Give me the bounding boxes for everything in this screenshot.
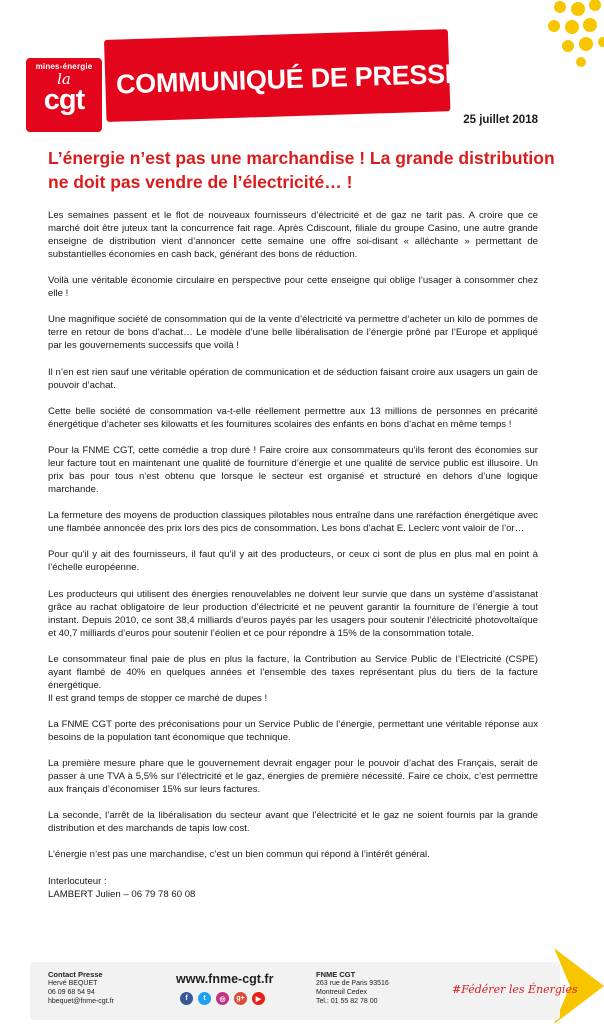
paragraph: Cette belle société de consommation va-t-elle réellement permettre aux 13 millions de personnes en précarité énergétique d’acheter ses kilowatts et les fournitures scolaires des enfants en bons d’achat en même temps ! bbox=[48, 405, 538, 430]
press-contact bbox=[48, 970, 114, 1006]
body-text bbox=[48, 209, 538, 914]
press-contact-phone: 06 09 68 54 94 bbox=[48, 989, 95, 996]
hashtag-slogan: #Fédérer les Énergies bbox=[452, 983, 578, 996]
website-link[interactable]: www.fnme-cgt.fr bbox=[176, 972, 274, 986]
logo-la: la bbox=[57, 70, 71, 88]
logo-subtitle: mines-énergie bbox=[35, 62, 93, 71]
google-plus-icon[interactable]: g+ bbox=[234, 992, 247, 1005]
paragraph: L’énergie n’est pas une marchandise, c’est un bien commun qui répond à l’intérêt général. bbox=[48, 849, 430, 861]
youtube-icon[interactable]: ▶ bbox=[252, 992, 265, 1005]
paragraph: Voilà une véritable économie circulaire en perspective pour cette enseigne qui oblige l’usager à consommer chez elle ! bbox=[48, 275, 538, 300]
paragraph: Pour qu’il y ait des fournisseurs, il faut qu’il y ait des producteurs, or ceux ci sont de plus en plus mal en point à l’échelle européenne. bbox=[48, 549, 538, 574]
social-icons bbox=[180, 992, 265, 1005]
footer bbox=[0, 948, 604, 1024]
paragraph: Il n’en est rien sauf une véritable opération de communication et de séduction faisant croire aux usagers un gain de pouvoir d’achat. bbox=[48, 366, 538, 391]
org-address-line2: Montreuil Cedex bbox=[316, 989, 367, 996]
paragraph: Le consommateur final paie de plus en plus la facture, la Contribution au Service Public de l’Electricité (CSPE) ayant flambé de 40% en quelques années et l’ensemble des taxes représentant plus du tiers de la facture énergétique. Il est grand temps de stopper ce marché de dupes ! bbox=[48, 653, 538, 704]
contact-line: Interlocuteur : LAMBERT Julien – 06 79 78 60 08 bbox=[48, 875, 196, 900]
paragraph: La FNME CGT porte des préconisations pour un Service Public de l’énergie, permettant une véritable réponse aux besoins de la population tant économique que technique. bbox=[48, 718, 538, 743]
paragraph: La fermeture des moyens de production classiques pilotables nous entraîne dans une raréfaction énergétique avec une flambée annoncée des prix lors des pics de consommation. Les bons d’achat E. Leclerc vont valoir de l’or… bbox=[48, 510, 538, 535]
logo-cgt: cgt bbox=[43, 84, 85, 116]
paragraph: Pour la FNME CGT, cette comédie a trop duré ! Faire croire aux consommateurs qu’ils feront des économies sur leur facture tout en maintenant une qualité de fourniture d’énergie et une qualité de service public est illusoire. Un prix bas pour tous n’est obtenu que lorsque le secteur est organisé et structuré en dehors d’une logique marchande. bbox=[48, 444, 538, 495]
press-contact-name: Hervé BEQUET bbox=[48, 980, 98, 987]
instagram-icon[interactable]: ◎ bbox=[216, 992, 229, 1005]
twitter-icon[interactable]: t bbox=[198, 992, 211, 1005]
cgt-logo bbox=[26, 58, 102, 132]
paragraph: La première mesure phare que le gouvernement devrait engager pour le pouvoir d’achat des Français, serait de passer à une TVA à 5,5% sur l’électricité et le gaz, énergies de première nécessité. Faire ce choix, c’est permettre aux français d’économiser 15% sur leurs factures. bbox=[48, 758, 538, 796]
org-title: FNME CGT bbox=[316, 970, 356, 979]
press-contact-email[interactable]: hbequet@fnme-cgt.fr bbox=[48, 998, 114, 1005]
paragraph: Les semaines passent et le flot de nouveaux fournisseurs d’électricité et de gaz ne tarit pas. A croire que ce marché doit être juteux tant la concurrence fait rage. Après Cdiscount, filiale du groupe Casino, une autre grande enseigne de distribution vient d’annoncer cette semaine une offre soi-disant « alléchante » permettant de substantielles économies en cash back, générant des bons de réduction. bbox=[48, 210, 538, 260]
facebook-icon[interactable]: f bbox=[180, 992, 193, 1005]
headline: L’énergie n’est pas une marchandise ! La grande distribution ne doit pas vendre de l’électricité… ! bbox=[48, 148, 555, 192]
decorative-dots bbox=[524, 0, 604, 70]
banner-title: COMMUNIQUÉ DE PRESSE bbox=[115, 58, 463, 100]
org-address bbox=[316, 970, 389, 1006]
paragraph: Une magnifique société de consommation qui de la vente d’électricité va permettre d’acheter un kilo de pommes de terre en retour de bons d’achat… Le modèle d’une belle libéralisation de l’énergie prôné par l’Europe et appliqué par les gouvernements successifs que voilà ! bbox=[48, 314, 538, 352]
release-date: 25 juillet 2018 bbox=[463, 114, 538, 126]
paragraph: Les producteurs qui utilisent des énergies renouvelables ne doivent leur survie que dans un système d’assistanat grâce au rachat obligatoire de leur production d’électricité et ne peuvent garantir la fourniture de l’énergie à tout instant. Depuis 2010, ce sont 38,4 milliards d’euros payés par les usagers pour soutenir l’électricité photovoltaïque et 40,7 milliards d’euros pour soutenir l’éolien et ce pour répondre à 15% de la consommation totale. bbox=[48, 588, 538, 639]
paragraph: La seconde, l’arrêt de la libéralisation du secteur avant que l’électricité et le gaz ne soient fournis par la grande distribution et des marchands de tapis low cost. bbox=[48, 810, 538, 835]
org-address-line1: 263 rue de Paris 93516 bbox=[316, 980, 389, 987]
press-contact-title: Contact Presse bbox=[48, 970, 103, 979]
org-phone: Tel.: 01 55 82 78 00 bbox=[316, 998, 378, 1005]
